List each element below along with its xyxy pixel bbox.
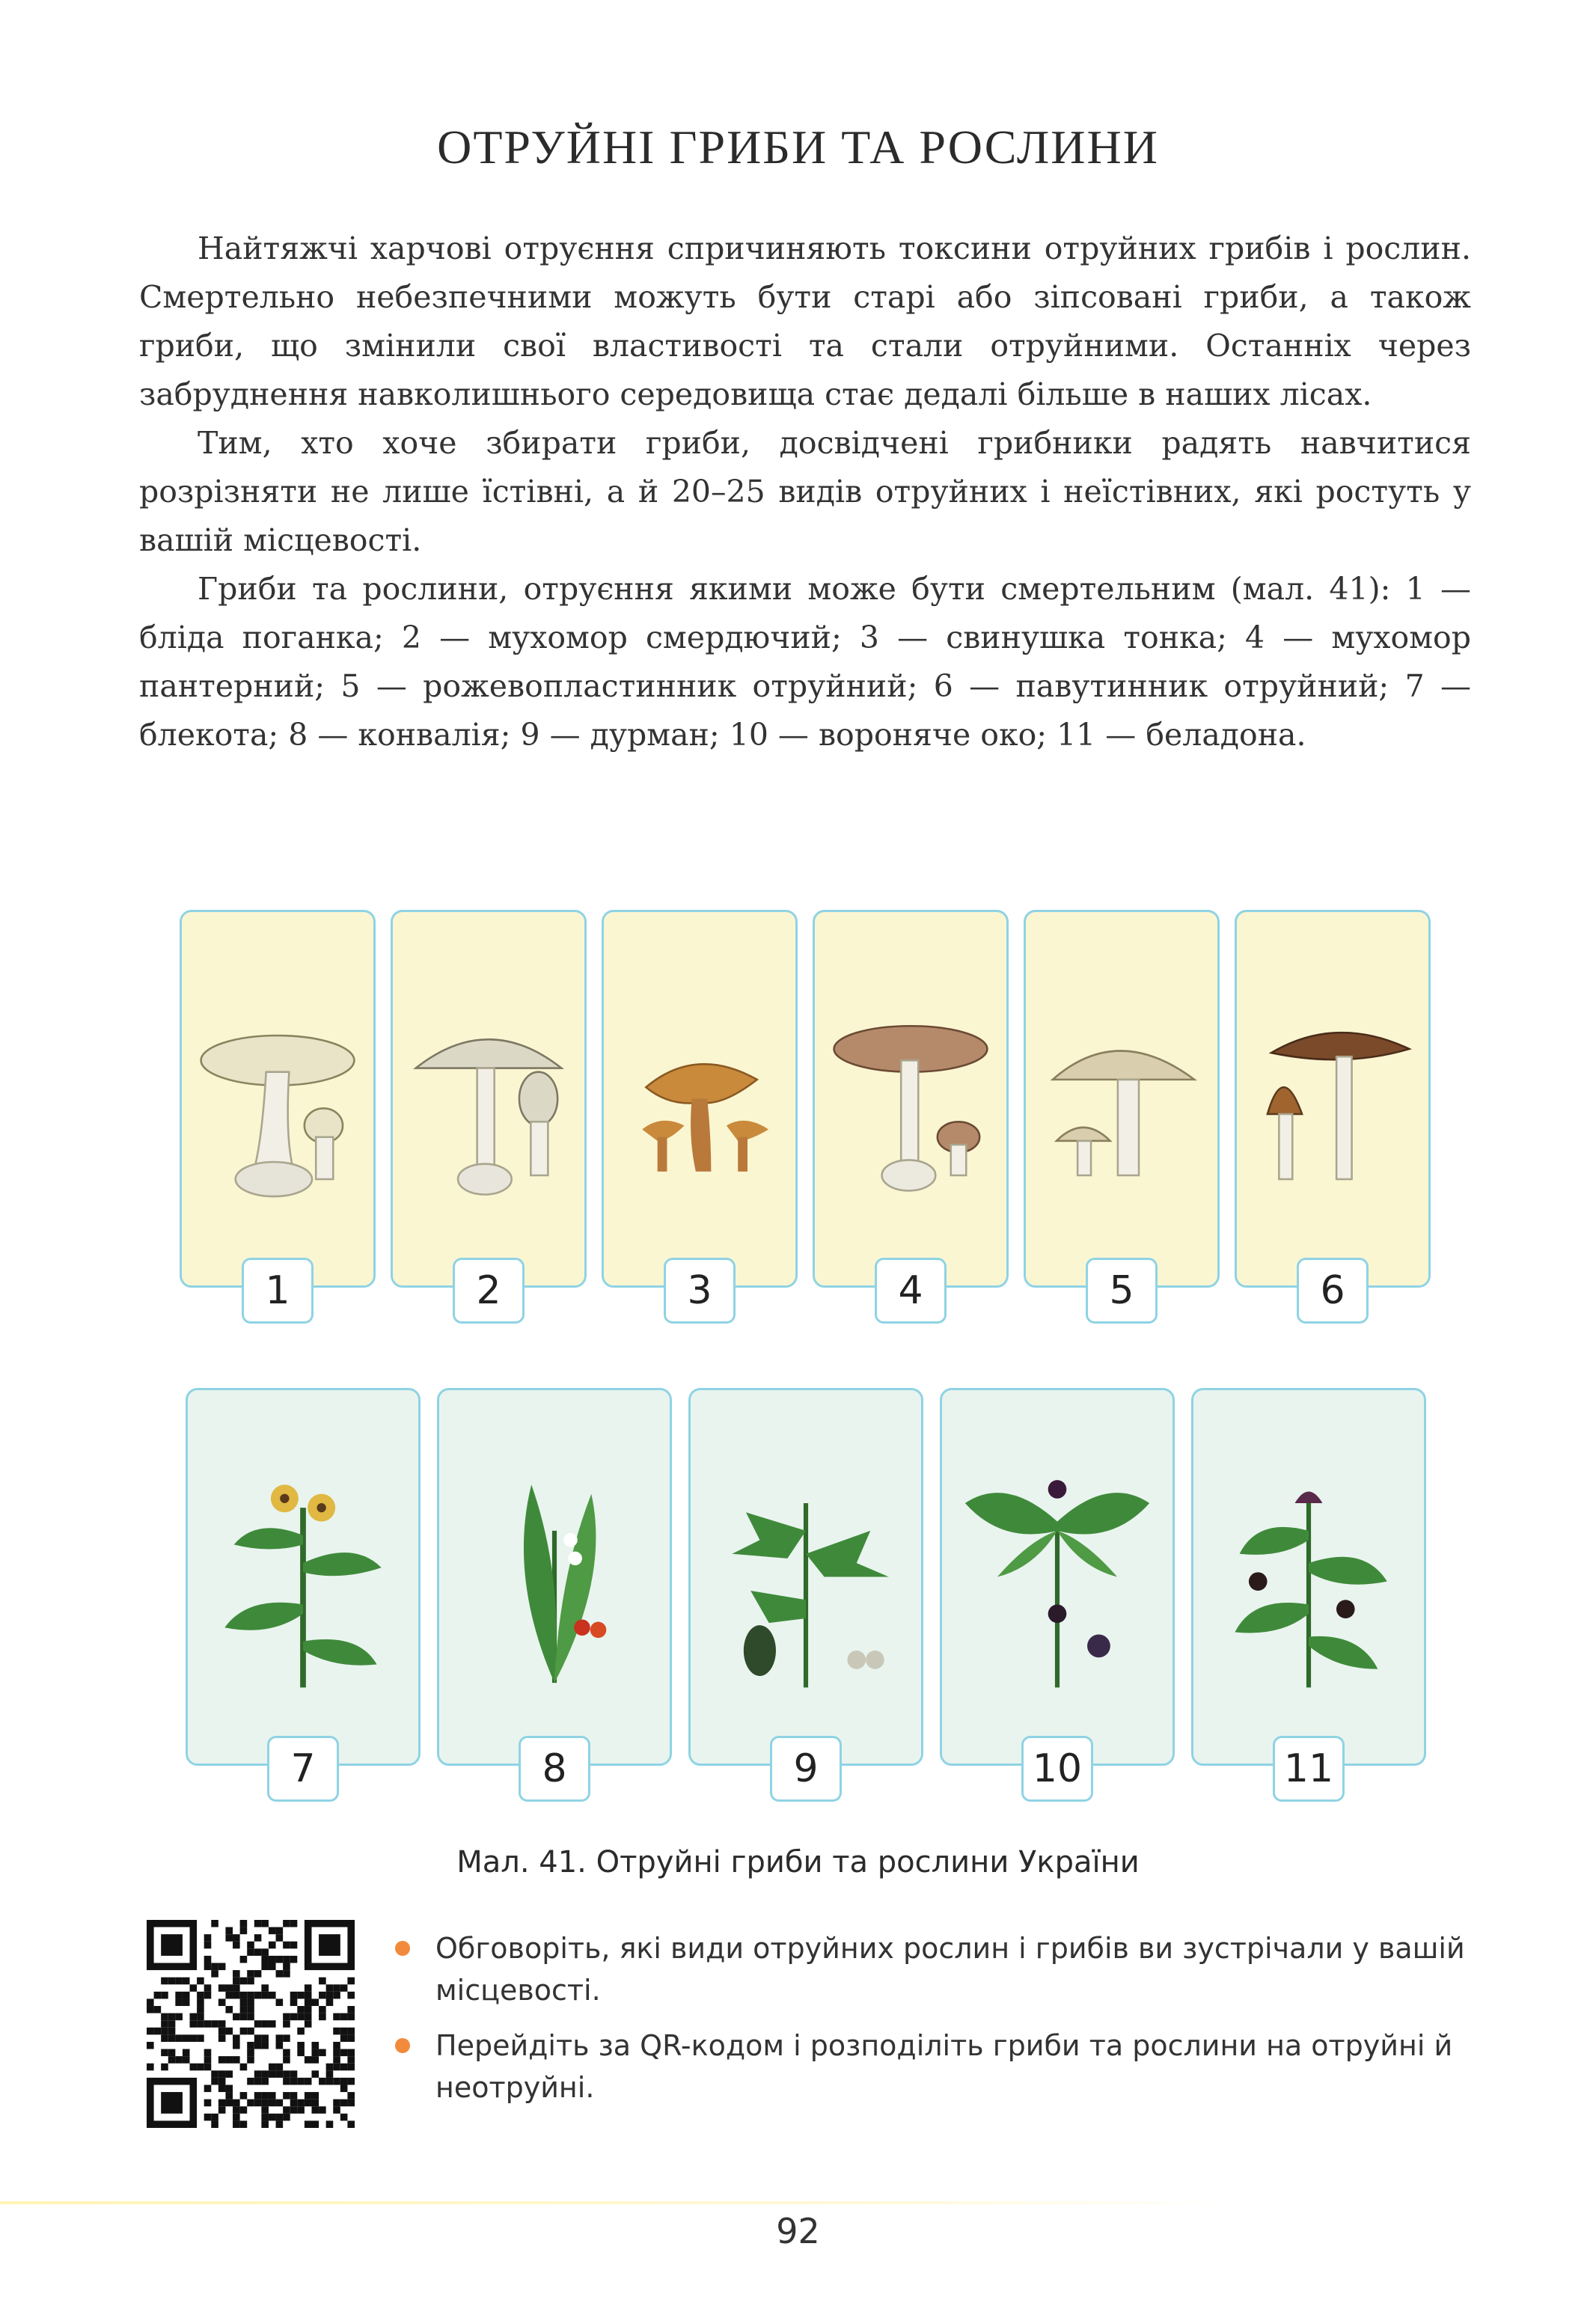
webcap-mushroom-illustration bbox=[1237, 912, 1428, 1285]
figure-card bbox=[1235, 910, 1431, 1288]
figure-number: 10 bbox=[1021, 1736, 1093, 1802]
task-item bbox=[395, 1927, 1473, 2011]
figure-number: 5 bbox=[1086, 1258, 1158, 1324]
brown-rollrim-mushroom-illustration bbox=[604, 912, 795, 1285]
body-text bbox=[139, 224, 1471, 759]
bullet-icon bbox=[395, 1941, 410, 1956]
datura-plant-illustration bbox=[691, 1390, 921, 1764]
belladonna-plant-illustration bbox=[1193, 1390, 1424, 1764]
figure-number: 2 bbox=[453, 1258, 525, 1324]
paragraph-2: Тим, хто хоче збирати гриби, досвідчені грибники радять навчитися розрізняти не лише їстівні, а й 20–25 видів отруйних і неїстівних, які ростуть у вашій місцевості. bbox=[139, 425, 1471, 558]
figure-number: 6 bbox=[1297, 1258, 1369, 1324]
figure-number: 1 bbox=[242, 1258, 314, 1324]
death-cap-mushroom-illustration bbox=[182, 912, 373, 1285]
pinkgill-mushroom-illustration bbox=[1026, 912, 1217, 1285]
destroying-angel-mushroom-illustration bbox=[393, 912, 584, 1285]
figure-number: 9 bbox=[770, 1736, 842, 1802]
panther-cap-mushroom-illustration bbox=[815, 912, 1006, 1285]
figure-caption: Мал. 41. Отруйні гриби та рослини України bbox=[456, 1845, 1140, 1880]
herb-paris-plant-illustration bbox=[942, 1390, 1172, 1764]
bullet-icon bbox=[395, 2038, 410, 2053]
qr-code-icon[interactable] bbox=[147, 1920, 355, 2128]
page-number: 92 bbox=[776, 2211, 820, 2251]
figure-card bbox=[1024, 910, 1220, 1288]
paragraph-1: Найтяжчі харчові отруєння спричиняють токсини отруйних грибів і рослин. Смертельно небезпечними можуть бути старі або зіпсовані гриби, а також гриби, що змінили свої властивості та стали отруйними. Останніх через забруднення навколишнього середовища стає дедалі більше в наших лісах. bbox=[139, 230, 1471, 412]
figure-card bbox=[813, 910, 1009, 1288]
lily-of-the-valley-illustration bbox=[439, 1390, 670, 1764]
figure-card bbox=[940, 1388, 1175, 1766]
paragraph-3: Гриби та рослини, отруєння якими може бути смертельним (мал. 41): 1 — бліда поганка; 2 — мухомор смердючий; 3 — свинушка тонка; 4 — мухомор пантерний; 5 — рожевопластинник отруйний; 6 — павутинник отруйний; 7 — блекота; 8 — конвалія; 9 — дурман; 10 — вороняче око; 11 — беладона. bbox=[139, 571, 1471, 753]
figure-number: 7 bbox=[267, 1736, 339, 1802]
figure-card bbox=[437, 1388, 672, 1766]
figure-card bbox=[1191, 1388, 1426, 1766]
task-text: Обговоріть, які види отруйних рослин і грибів ви зустрічали у вашій місцевості. bbox=[435, 1932, 1465, 2007]
figure-card bbox=[186, 1388, 421, 1766]
figure-card bbox=[602, 910, 798, 1288]
page-title: ОТРУЙНІ ГРИБИ ТА РОСЛИНИ bbox=[437, 120, 1159, 174]
task-item bbox=[395, 2025, 1473, 2108]
henbane-plant-illustration bbox=[188, 1390, 418, 1764]
task-text: Перейдіть за QR-кодом і розподіліть гриби та рослини на отруйні й неотруйні. bbox=[435, 2029, 1453, 2104]
task-list bbox=[395, 1927, 1473, 2122]
figure-card bbox=[391, 910, 587, 1288]
figure-number: 3 bbox=[664, 1258, 736, 1324]
figure-number: 11 bbox=[1273, 1736, 1345, 1802]
footer-divider bbox=[0, 2201, 1242, 2204]
figure-card bbox=[180, 910, 376, 1288]
figure-number: 8 bbox=[519, 1736, 590, 1802]
figure-card bbox=[688, 1388, 923, 1766]
figure-number: 4 bbox=[875, 1258, 947, 1324]
